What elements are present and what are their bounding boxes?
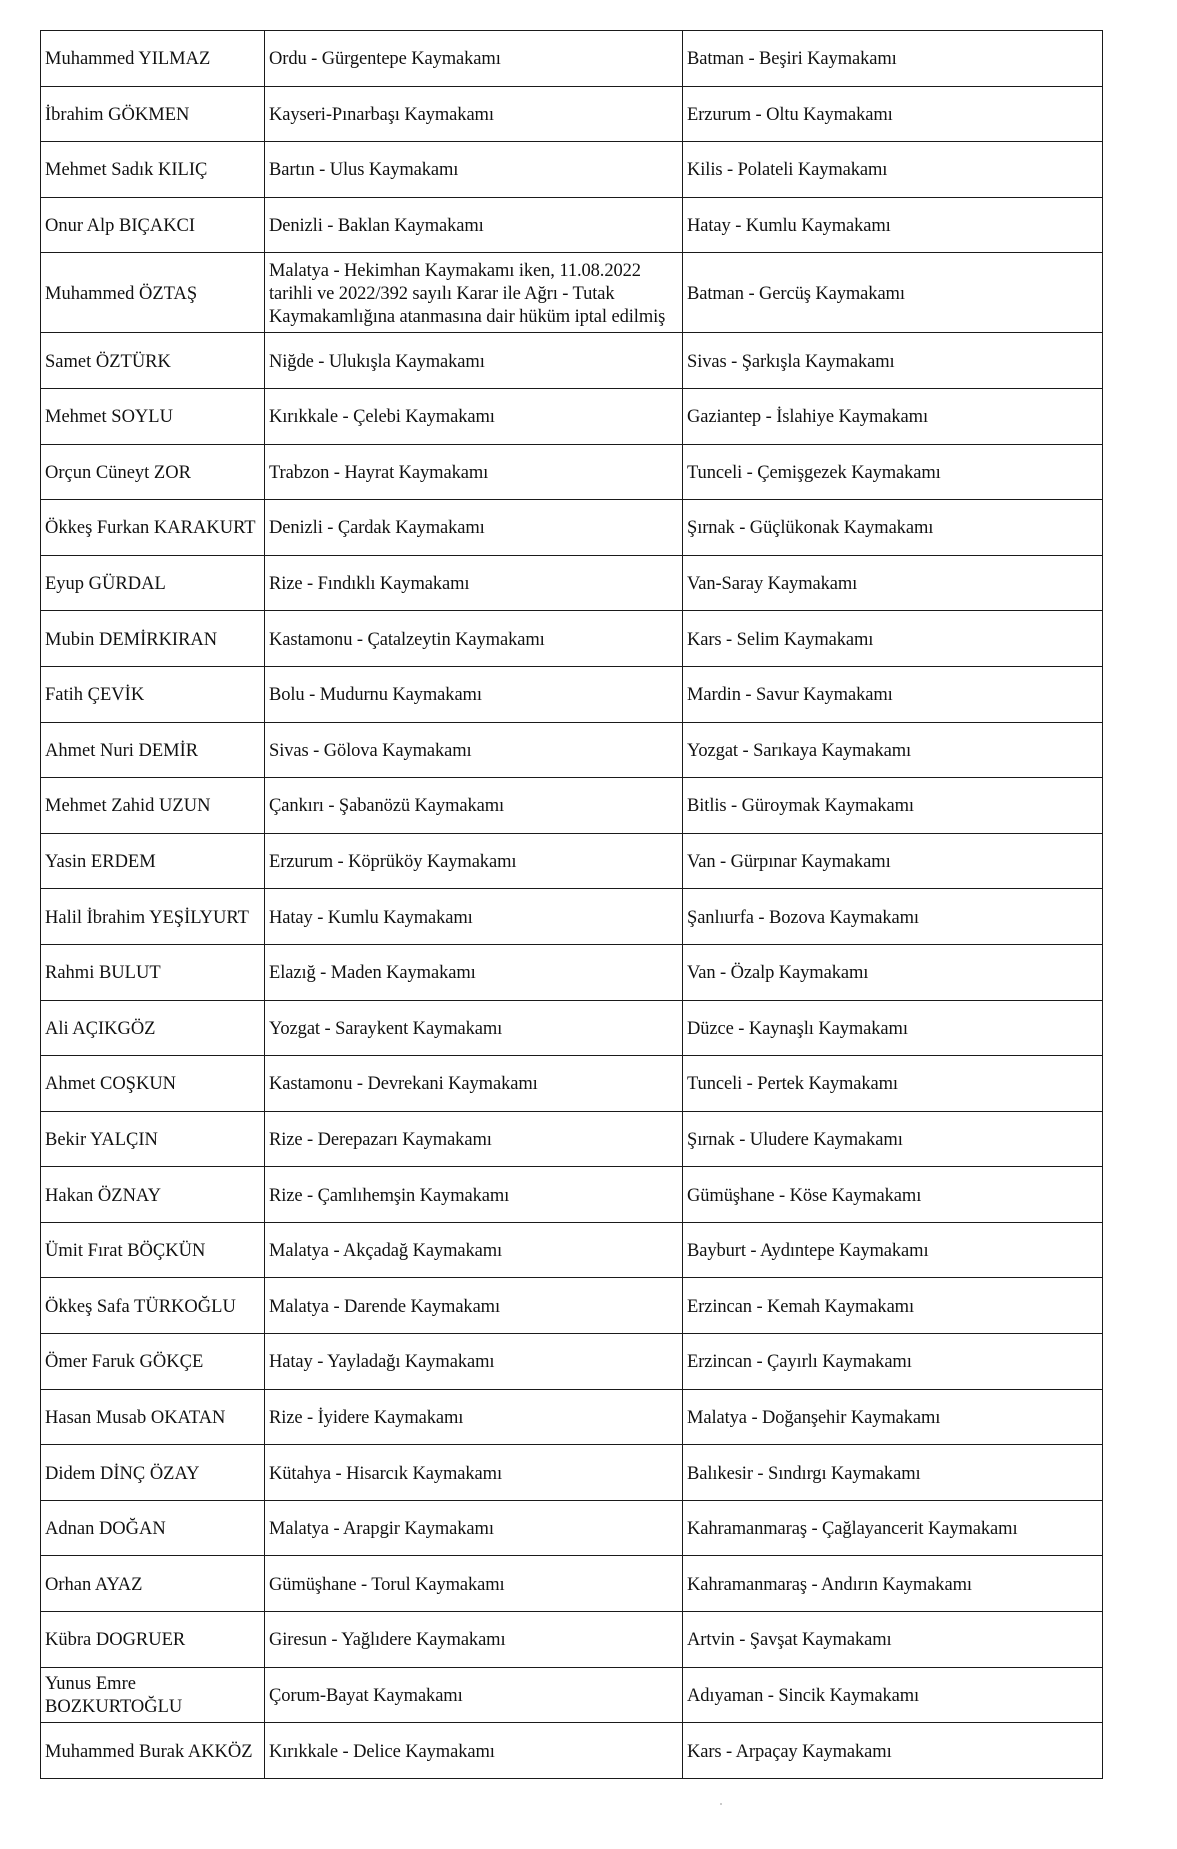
current-post-cell: Rize - Fındıklı Kaymakamı [265,555,683,611]
current-post-cell: Bolu - Mudurnu Kaymakamı [265,666,683,722]
current-post-cell: Kastamonu - Çatalzeytin Kaymakamı [265,611,683,667]
table-row [41,444,1103,500]
current-post-cell: Rize - İyidere Kaymakamı [265,1389,683,1445]
current-post-cell: Erzurum - Köprüköy Kaymakamı [265,833,683,889]
name-cell: Halil İbrahim YEŞİLYURT [41,889,265,945]
table-row [41,333,1103,389]
current-post-cell: Niğde - Ulukışla Kaymakamı [265,333,683,389]
name-cell: Bekir YALÇIN [41,1111,265,1167]
table-row [41,1278,1103,1334]
current-post-cell: Hatay - Yayladağı Kaymakamı [265,1334,683,1390]
current-post-cell: Kütahya - Hisarcık Kaymakamı [265,1445,683,1501]
name-cell: Mehmet SOYLU [41,388,265,444]
table-row [41,1111,1103,1167]
current-post-cell: Malatya - Hekimhan Kaymakamı iken, 11.08.2022 tarihli ve 2022/392 sayılı Karar ile Ağrı - Tutak Kaymakamlığına atanmasına dair hüküm iptal edilmiş [265,253,683,333]
table-row [41,722,1103,778]
table-row [41,500,1103,556]
name-cell: Hasan Musab OKATAN [41,1389,265,1445]
name-cell: Mehmet Sadık KILIÇ [41,142,265,198]
table-row [41,1167,1103,1223]
table-row [41,1556,1103,1612]
table-row [41,86,1103,142]
new-post-cell: Bitlis - Güroymak Kaymakamı [683,778,1103,834]
current-post-cell: Rize - Çamlıhemşin Kaymakamı [265,1167,683,1223]
name-cell: Yasin ERDEM [41,833,265,889]
name-cell: Muhammed YILMAZ [41,31,265,87]
new-post-cell: Malatya - Doğanşehir Kaymakamı [683,1389,1103,1445]
name-cell: Ökkeş Safa TÜRKOĞLU [41,1278,265,1334]
table-row [41,611,1103,667]
current-post-cell: Yozgat - Saraykent Kaymakamı [265,1000,683,1056]
current-post-cell: Giresun - Yağlıdere Kaymakamı [265,1612,683,1668]
new-post-cell: Kahramanmaraş - Çağlayancerit Kaymakamı [683,1500,1103,1556]
new-post-cell: Yozgat - Sarıkaya Kaymakamı [683,722,1103,778]
current-post-cell: Denizli - Baklan Kaymakamı [265,197,683,253]
table-row [41,253,1103,333]
current-post-cell: Malatya - Darende Kaymakamı [265,1278,683,1334]
new-post-cell: Gaziantep - İslahiye Kaymakamı [683,388,1103,444]
new-post-cell: Düzce - Kaynaşlı Kaymakamı [683,1000,1103,1056]
new-post-cell: Kahramanmaraş - Andırın Kaymakamı [683,1556,1103,1612]
stray-dot [720,1803,722,1805]
name-cell: Muhammed ÖZTAŞ [41,253,265,333]
new-post-cell: Balıkesir - Sındırgı Kaymakamı [683,1445,1103,1501]
current-post-cell: Rize - Derepazarı Kaymakamı [265,1111,683,1167]
name-cell: Rahmi BULUT [41,944,265,1000]
new-post-cell: Tunceli - Pertek Kaymakamı [683,1056,1103,1112]
name-cell: Ali AÇIKGÖZ [41,1000,265,1056]
table-row [41,1667,1103,1723]
new-post-cell: Erzincan - Kemah Kaymakamı [683,1278,1103,1334]
name-cell: Samet ÖZTÜRK [41,333,265,389]
current-post-cell: Gümüşhane - Torul Kaymakamı [265,1556,683,1612]
name-cell: Eyup GÜRDAL [41,555,265,611]
name-cell: İbrahim GÖKMEN [41,86,265,142]
new-post-cell: Adıyaman - Sincik Kaymakamı [683,1667,1103,1723]
name-cell: Orhan AYAZ [41,1556,265,1612]
current-post-cell: Kırıkkale - Delice Kaymakamı [265,1723,683,1779]
new-post-cell: Kilis - Polateli Kaymakamı [683,142,1103,198]
new-post-cell: Kars - Arpaçay Kaymakamı [683,1723,1103,1779]
new-post-cell: Van - Gürpınar Kaymakamı [683,833,1103,889]
name-cell: Ökkeş Furkan KARAKURT [41,500,265,556]
new-post-cell: Batman - Beşiri Kaymakamı [683,31,1103,87]
new-post-cell: Van-Saray Kaymakamı [683,555,1103,611]
name-cell: Kübra DOGRUER [41,1612,265,1668]
table-row [41,31,1103,87]
new-post-cell: Şırnak - Uludere Kaymakamı [683,1111,1103,1167]
table-row [41,833,1103,889]
new-post-cell: Van - Özalp Kaymakamı [683,944,1103,1000]
new-post-cell: Tunceli - Çemişgezek Kaymakamı [683,444,1103,500]
current-post-cell: Bartın - Ulus Kaymakamı [265,142,683,198]
table-row [41,1389,1103,1445]
table-row [41,1000,1103,1056]
new-post-cell: Hatay - Kumlu Kaymakamı [683,197,1103,253]
new-post-cell: Erzurum - Oltu Kaymakamı [683,86,1103,142]
table-row [41,1222,1103,1278]
new-post-cell: Şırnak - Güçlükonak Kaymakamı [683,500,1103,556]
current-post-cell: Trabzon - Hayrat Kaymakamı [265,444,683,500]
current-post-cell: Sivas - Gölova Kaymakamı [265,722,683,778]
new-post-cell: Artvin - Şavşat Kaymakamı [683,1612,1103,1668]
new-post-cell: Şanlıurfa - Bozova Kaymakamı [683,889,1103,945]
name-cell: Ömer Faruk GÖKÇE [41,1334,265,1390]
current-post-cell: Ordu - Gürgentepe Kaymakamı [265,31,683,87]
name-cell: Mehmet Zahid UZUN [41,778,265,834]
table-row [41,944,1103,1000]
table-row [41,1723,1103,1779]
new-post-cell: Gümüşhane - Köse Kaymakamı [683,1167,1103,1223]
name-cell: Mubin DEMİRKIRAN [41,611,265,667]
new-post-cell: Mardin - Savur Kaymakamı [683,666,1103,722]
name-cell: Adnan DOĞAN [41,1500,265,1556]
current-post-cell: Malatya - Akçadağ Kaymakamı [265,1222,683,1278]
table-row [41,388,1103,444]
table-row [41,142,1103,198]
name-cell: Yunus Emre BOZKURTOĞLU [41,1667,265,1723]
table-row [41,1500,1103,1556]
name-cell: Ümit Fırat BÖÇKÜN [41,1222,265,1278]
current-post-cell: Kayseri-Pınarbaşı Kaymakamı [265,86,683,142]
current-post-cell: Hatay - Kumlu Kaymakamı [265,889,683,945]
name-cell: Muhammed Burak AKKÖZ [41,1723,265,1779]
new-post-cell: Sivas - Şarkışla Kaymakamı [683,333,1103,389]
new-post-cell: Batman - Gercüş Kaymakamı [683,253,1103,333]
current-post-cell: Kırıkkale - Çelebi Kaymakamı [265,388,683,444]
current-post-cell: Malatya - Arapgir Kaymakamı [265,1500,683,1556]
new-post-cell: Bayburt - Aydıntepe Kaymakamı [683,1222,1103,1278]
table-row [41,1334,1103,1390]
table-row [41,1056,1103,1112]
name-cell: Ahmet COŞKUN [41,1056,265,1112]
current-post-cell: Çorum-Bayat Kaymakamı [265,1667,683,1723]
name-cell: Ahmet Nuri DEMİR [41,722,265,778]
assignment-table-body [41,31,1103,1779]
new-post-cell: Kars - Selim Kaymakamı [683,611,1103,667]
name-cell: Hakan ÖZNAY [41,1167,265,1223]
current-post-cell: Kastamonu - Devrekani Kaymakamı [265,1056,683,1112]
current-post-cell: Denizli - Çardak Kaymakamı [265,500,683,556]
name-cell: Orçun Cüneyt ZOR [41,444,265,500]
name-cell: Didem DİNÇ ÖZAY [41,1445,265,1501]
table-row [41,555,1103,611]
table-row [41,1445,1103,1501]
table-row [41,889,1103,945]
current-post-cell: Elazığ - Maden Kaymakamı [265,944,683,1000]
table-row [41,666,1103,722]
table-row [41,778,1103,834]
table-row [41,1612,1103,1668]
name-cell: Fatih ÇEVİK [41,666,265,722]
assignment-table [40,30,1103,1779]
current-post-cell: Çankırı - Şabanözü Kaymakamı [265,778,683,834]
table-row [41,197,1103,253]
new-post-cell: Erzincan - Çayırlı Kaymakamı [683,1334,1103,1390]
name-cell: Onur Alp BIÇAKCI [41,197,265,253]
